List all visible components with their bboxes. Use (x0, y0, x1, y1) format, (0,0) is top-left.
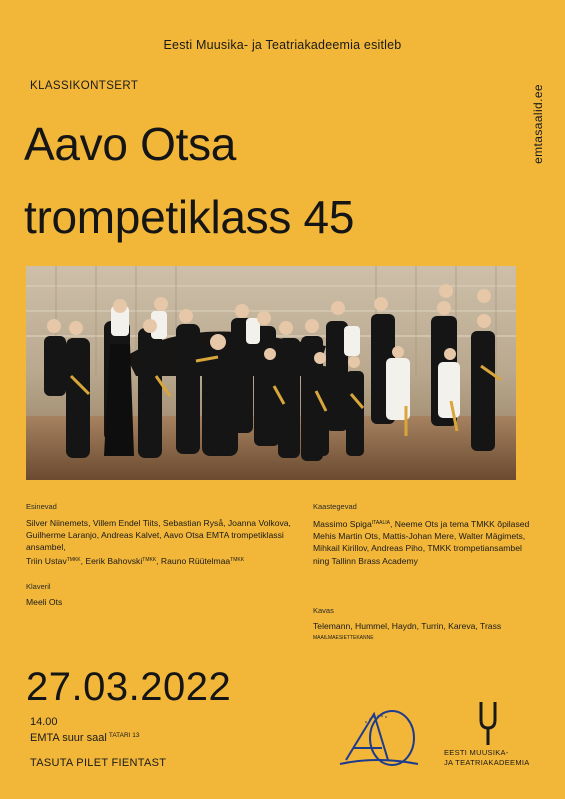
piano-label: Klaveril (26, 582, 51, 591)
title-line-2: trompetiklass 45 (24, 191, 355, 243)
venue-name: EMTA suur saal (30, 732, 107, 744)
program-composers: Telemann, Hummel, Haydn, Turrin, Kareva, Trass (313, 621, 502, 631)
trumpet-class-45-logo (336, 706, 428, 770)
ensemble-photo (26, 266, 516, 480)
event-venue (30, 732, 140, 744)
program-label: Kavas (313, 606, 334, 615)
event-time: 14.00 (30, 716, 58, 728)
concert-type: KLASSIKONTSERT (30, 80, 139, 92)
performer-school-tag: TMKK (142, 556, 157, 563)
premiere-tag: MAAILMAESIETTEKANNE (313, 635, 374, 642)
title-line-1: Aavo Otsa (24, 118, 237, 170)
performers-list (26, 517, 296, 567)
emta-line-2: JA TEATRIAKADEEMIA (444, 758, 530, 767)
performers-main: Silver Niinemets, Villem Endel Tiits, Sebastian Ryså, Joanna Volkova, Guilherme Laranjo, Andreas Kalvet, Aavo Otsa EMTA trompetiklassi ansambel, (26, 518, 291, 553)
performer-school-tag: TMKK (230, 556, 245, 563)
guest-name: Massimo Spiga (313, 519, 372, 529)
emta-logo-text (444, 748, 530, 768)
performer-name: , Eerik Bahovski (80, 555, 143, 566)
performer-name: Triin Ustav (26, 555, 67, 566)
performer-school-tag: TMKK (66, 556, 81, 563)
guests-list (313, 517, 533, 567)
presenter-line: Eesti Muusika- ja Teatriakadeemia esitleb (163, 38, 402, 52)
pianist-name: Meeli Ots (26, 597, 63, 607)
guests-rest: , Neeme Ots ja tema TMKK õpilased Mehis Martin Ots, Mattis-Johan Mere, Walter Mägimets, Mihkail Kirillov, Andreas Piho, TMKK trompetiansambel ning Tallinn Brass Academy (313, 519, 530, 566)
venue-address: TATARI 13 (108, 732, 140, 739)
guest-country-tag: ITAALIA (371, 520, 390, 526)
ticket-info[interactable]: TASUTA PILET FIENTAST (30, 757, 167, 769)
emta-line-1: EESTI MUUSIKA- (444, 748, 509, 757)
performer-name: , Rauno Rüütelmaa (156, 555, 231, 566)
performers-label: Esinevad (26, 502, 57, 511)
guests-label: Kaastegevad (313, 502, 357, 511)
program-list (313, 620, 533, 645)
tuning-fork-icon (476, 700, 500, 746)
event-date: 27.03.2022 (26, 665, 232, 709)
website-url[interactable]: emtasaalid.ee (531, 84, 545, 164)
